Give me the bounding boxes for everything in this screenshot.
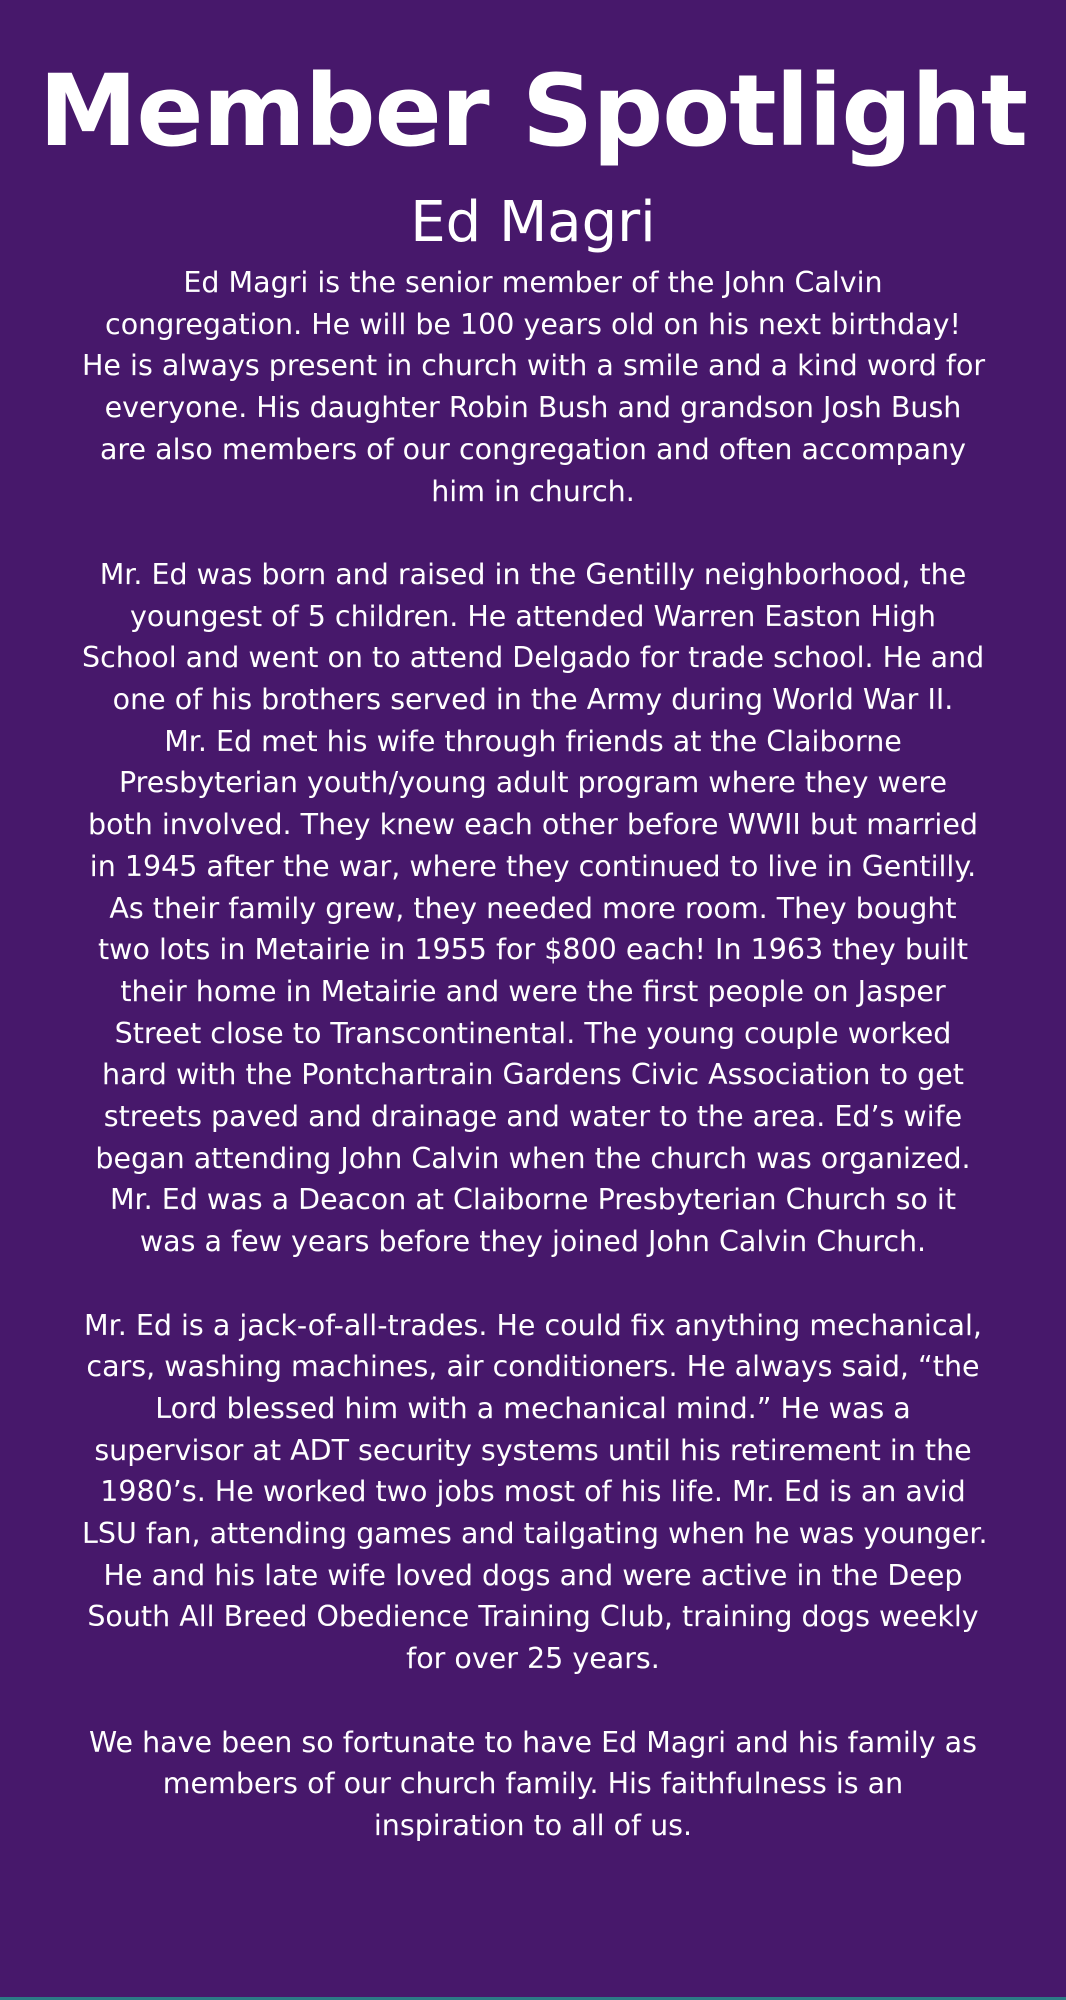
paragraph-line: both involved. They knew each other before WWII but married: [88, 808, 978, 842]
paragraph-line: Mr. Ed is a jack-of-all-trades. He could fix anything mechanical,: [84, 1308, 982, 1342]
paragraph-line: Mr. Ed was a Deacon at Claiborne Presbyterian Church so it: [109, 1183, 957, 1217]
article-paragraph: [82, 554, 984, 1263]
paragraph-line: began attending John Calvin when the church was organized.: [95, 1141, 971, 1175]
paragraph-line: LSU fan, attending games and tailgating when he was younger.: [82, 1517, 988, 1551]
paragraph-line: He is always present in church with a smile and a kind word for: [82, 349, 986, 383]
member-name: Ed Magri: [410, 190, 656, 255]
paragraph-line: inspiration to all of us.: [373, 1808, 693, 1842]
paragraph-line: youngest of 5 children. He attended Warren Easton High: [130, 599, 936, 633]
paragraph-line: Street close to Transcontinental. The young couple worked: [114, 1016, 952, 1050]
paragraph-line: was a few years before they joined John Calvin Church.: [139, 1225, 927, 1259]
paragraph-line: everyone. His daughter Robin Bush and grandson Josh Bush: [104, 391, 962, 425]
paragraph-line: cars, washing machines, air conditioners. He always said, “the: [86, 1350, 980, 1384]
paragraph-line: for over 25 years.: [406, 1642, 660, 1676]
paragraph-line: South All Breed Obedience Training Club, training dogs weekly: [87, 1600, 979, 1634]
paragraph-line: Ed Magri is the senior member of the John Calvin: [183, 266, 883, 299]
paragraph-line: He and his late wife loved dogs and were active in the Deep: [103, 1558, 963, 1592]
paragraph-line: 1980’s. He worked two jobs most of his life. Mr. Ed is an avid: [100, 1475, 966, 1509]
paragraph-line: supervisor at ADT security systems until his retirement in the: [94, 1433, 972, 1467]
paragraph-line: members of our church family. His faithfulness is an: [162, 1767, 904, 1801]
article-paragraph: [82, 1722, 984, 1847]
paragraph-line: We have been so fortunate to have Ed Magri and his family as: [89, 1725, 977, 1759]
paragraph-line: two lots in Metairie in 1955 for $800 each! In 1963 they built: [97, 933, 969, 967]
paragraph-line: streets paved and drainage and water to the area. Ed’s wife: [103, 1100, 963, 1134]
paragraph-line: are also members of our congregation and often accompany: [99, 432, 967, 466]
page-title: Member Spotlight: [38, 54, 1028, 169]
paragraph-line: their home in Metairie and were the first people on Jasper: [120, 974, 946, 1008]
paragraph-line: As their family grew, they needed more room. They bought: [109, 891, 957, 925]
paragraph-line: Lord blessed him with a mechanical mind.” He was a: [155, 1391, 911, 1425]
paragraph-line: Mr. Ed was born and raised in the Gentilly neighborhood, the: [99, 557, 967, 591]
paragraph-line: hard with the Pontchartrain Gardens Civic Association to get: [102, 1058, 964, 1092]
paragraph-line: him in church.: [431, 474, 635, 508]
paragraph-line: one of his brothers served in the Army during World War II.: [112, 683, 954, 717]
paragraph-line: Presbyterian youth/young adult program where they were: [118, 766, 948, 800]
article-paragraph: [82, 1305, 988, 1680]
paragraph-line: School and went on to attend Delgado for trade school. He and: [82, 641, 985, 675]
article-body: [82, 262, 988, 1888]
paragraph-line: congregation. He will be 100 years old on his next birthday!: [105, 307, 961, 341]
paragraph-line: Mr. Ed met his wife through friends at the Claiborne: [164, 724, 902, 758]
paragraph-line: in 1945 after the war, where they continued to live in Gentilly.: [89, 849, 977, 883]
article-paragraph: [82, 262, 984, 512]
